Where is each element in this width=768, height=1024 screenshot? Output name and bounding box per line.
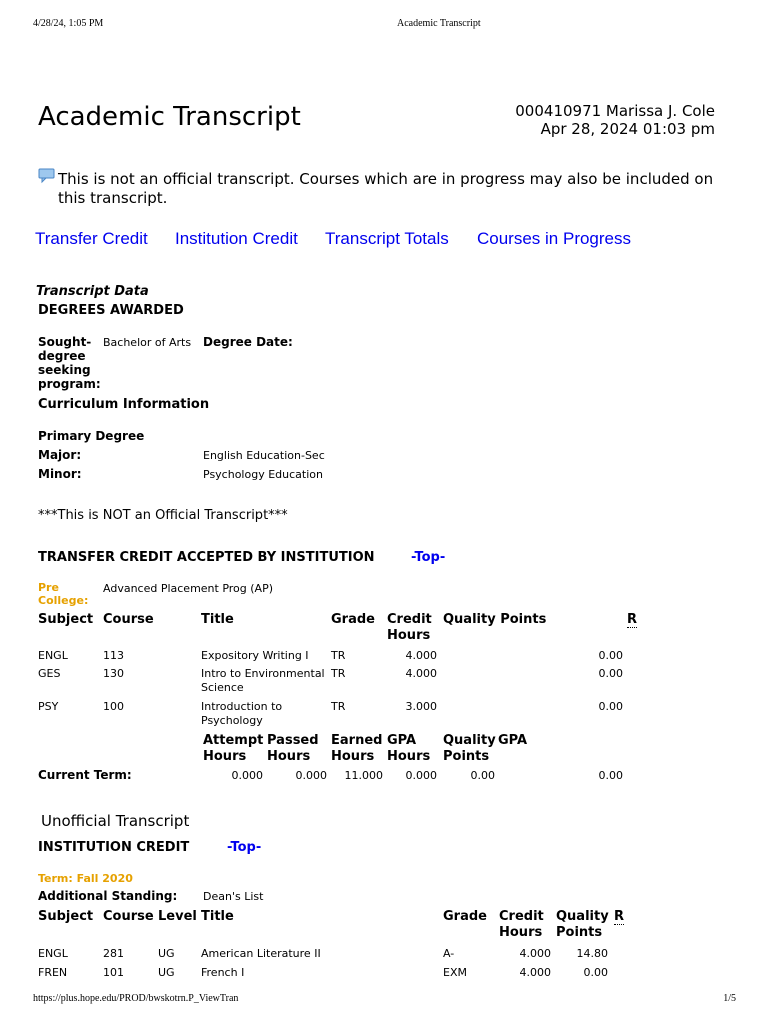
major-label: Major: (38, 448, 82, 462)
print-datetime: 4/28/24, 1:05 PM (33, 18, 104, 29)
row-credit-hours: 4.000 (405, 667, 437, 680)
sought-label: Sought- degree seeking program: (38, 335, 101, 391)
current-gpa: 0.00 (598, 769, 623, 782)
col-repeat: R (614, 909, 625, 924)
current-gpa-hours: 0.000 (405, 769, 437, 782)
student-info (515, 102, 715, 138)
col-gpa-hours: GPA Hours (387, 733, 431, 764)
not-official-notice: ***This is NOT an Official Transcript*** (38, 508, 288, 523)
info-bubble-icon (38, 168, 55, 182)
row-grade: TR (331, 667, 346, 680)
row-title: American Literature II (201, 947, 321, 960)
row-credit-hours: 4.000 (405, 649, 437, 662)
row-quality-points: 0.00 (598, 700, 623, 713)
page-title: Academic Transcript (38, 102, 301, 132)
row-course: 130 (103, 667, 124, 680)
col-earned-hours: Earned Hours (331, 733, 383, 764)
pre-college-label: Pre College: (38, 581, 89, 607)
col-grade: Grade (331, 612, 375, 627)
col-quality-points: Quality Points (556, 909, 609, 940)
col-credit-hours: Credit Hours (387, 612, 432, 643)
row-course: 113 (103, 649, 124, 662)
print-title: Academic Transcript (397, 18, 481, 29)
degrees-awarded-heading: DEGREES AWARDED (38, 303, 184, 318)
print-page-number: 1/5 (723, 993, 736, 1004)
minor-value: Psychology Education (203, 468, 323, 481)
col-course: Course (103, 612, 154, 627)
institution-top-link[interactable]: -Top- (227, 840, 262, 855)
student-date: Apr 28, 2024 01:03 pm (540, 120, 715, 138)
minor-label: Minor: (38, 467, 82, 481)
sought-value: Bachelor of Arts (103, 336, 192, 349)
current-quality-points: 0.00 (470, 769, 495, 782)
transfer-top-link[interactable]: -Top- (411, 550, 446, 565)
row-credit-hours: 4.000 (519, 966, 551, 979)
row-credit-hours: 3.000 (405, 700, 437, 713)
term-label: Term: Fall 2020 (38, 872, 133, 885)
col-subject: Subject (38, 612, 94, 627)
row-quality-points: 0.00 (583, 966, 608, 979)
current-attempt-hours: 0.000 (231, 769, 263, 782)
current-term-label: Current Term: (38, 768, 132, 782)
row-course: 281 (103, 947, 124, 960)
unofficial-transcript-label: Unofficial Transcript (41, 812, 190, 830)
col-grade: Grade (443, 909, 487, 924)
row-quality-points: 0.00 (598, 649, 623, 662)
row-level: UG (158, 966, 175, 979)
degree-date-label: Degree Date: (203, 335, 293, 349)
col-course: Course (103, 909, 154, 924)
row-grade: TR (331, 649, 346, 662)
row-subject: ENGL (38, 649, 68, 662)
col-credit-hours: Credit Hours (499, 909, 544, 940)
col-passed-hours: Passed Hours (267, 733, 319, 764)
row-subject: FREN (38, 966, 68, 979)
row-title: French I (201, 966, 245, 979)
col-repeat: R (627, 612, 638, 627)
student-id-name: 000410971 Marissa J. Cole (515, 102, 715, 120)
pre-college-value: Advanced Placement Prog (AP) (103, 582, 274, 595)
col-title: Title (201, 909, 234, 924)
row-quality-points: 14.80 (576, 947, 608, 960)
row-title: Introduction to Psychology (201, 700, 283, 727)
additional-standing-label: Additional Standing: (38, 889, 178, 903)
institution-credit-heading: INSTITUTION CREDIT (38, 840, 190, 855)
nav-courses-in-progress[interactable]: Courses in Progress (477, 229, 632, 248)
row-subject: PSY (38, 700, 59, 713)
col-quality-points-total: Quality Points (443, 733, 496, 764)
print-url: https://plus.hope.edu/PROD/bwskotrn.P_ViewTran (33, 993, 239, 1004)
info-message: This is not an official transcript. Courses which are in progress may also be included on this transcript. (58, 170, 714, 207)
col-attempt-hours: Attempt Hours (203, 733, 264, 764)
transcript-data-label: Transcript Data (36, 284, 149, 299)
primary-degree-label: Primary Degree (38, 429, 145, 443)
current-passed-hours: 0.000 (295, 769, 327, 782)
row-course: 101 (103, 966, 124, 979)
col-title: Title (201, 612, 234, 627)
current-earned-hours: 11.000 (344, 769, 383, 782)
col-gpa: GPA (498, 733, 528, 748)
row-title: Intro to Environmental Science (201, 667, 325, 694)
nav-institution-credit[interactable]: Institution Credit (175, 229, 298, 248)
row-course: 100 (103, 700, 124, 713)
row-grade: A- (443, 947, 455, 960)
row-level: UG (158, 947, 175, 960)
row-subject: ENGL (38, 947, 68, 960)
major-value: English Education-Sec (203, 449, 325, 462)
nav-transcript-totals[interactable]: Transcript Totals (325, 229, 449, 248)
col-quality-points: Quality Points (443, 612, 547, 627)
additional-standing-value: Dean's List (203, 890, 264, 903)
curriculum-heading: Curriculum Information (38, 397, 210, 412)
col-subject: Subject (38, 909, 94, 924)
row-grade: EXM (443, 966, 467, 979)
row-credit-hours: 4.000 (519, 947, 551, 960)
nav-transfer-credit[interactable]: Transfer Credit (35, 229, 148, 248)
transfer-credit-heading: TRANSFER CREDIT ACCEPTED BY INSTITUTION (38, 550, 375, 565)
row-grade: TR (331, 700, 346, 713)
row-quality-points: 0.00 (598, 667, 623, 680)
col-level: Level (158, 909, 197, 924)
row-subject: GES (38, 667, 61, 680)
row-title: Expository Writing I (201, 649, 309, 662)
